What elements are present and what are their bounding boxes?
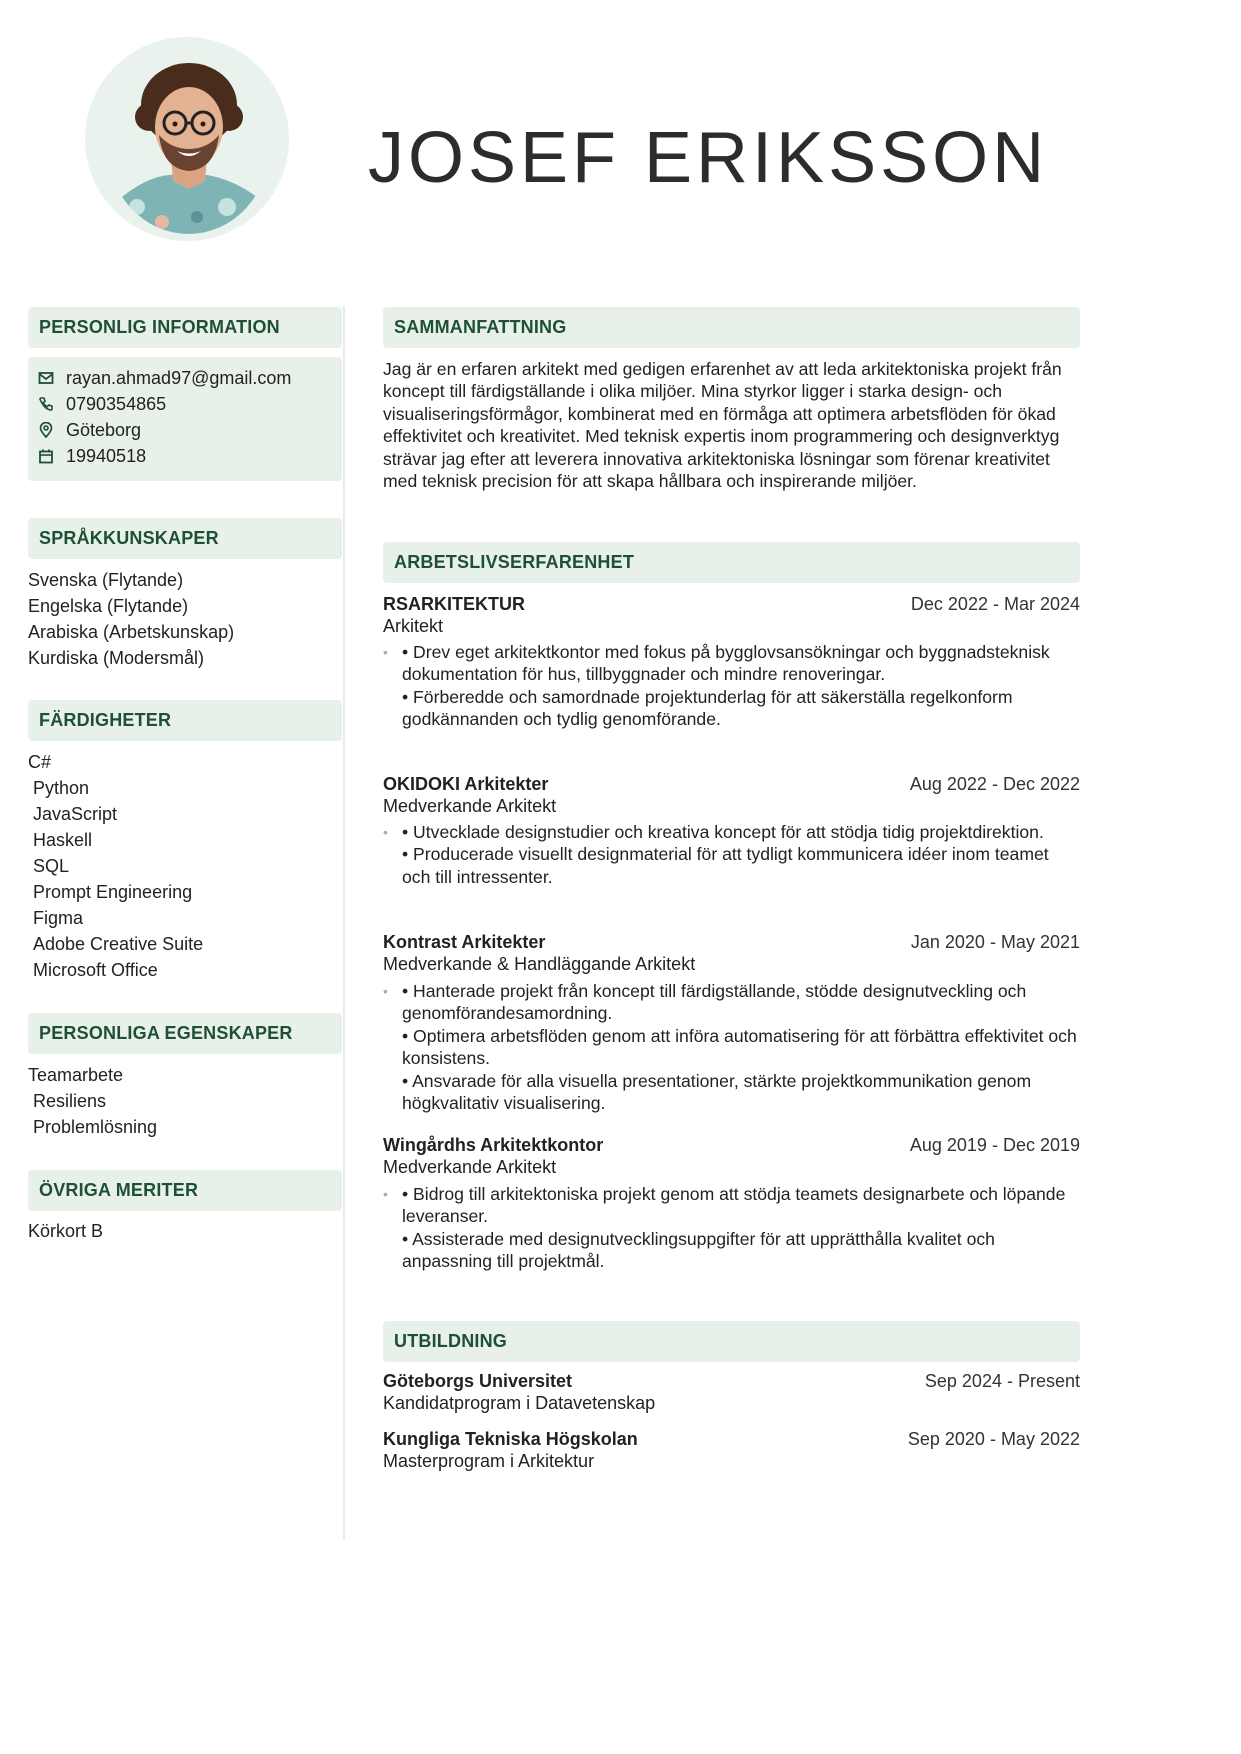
education-program: Kandidatprogram i Datavetenskap — [383, 1393, 656, 1413]
contact-email[interactable] — [38, 365, 291, 391]
job-header — [383, 930, 1080, 954]
job-role: Medverkande Arkitekt — [383, 796, 557, 816]
contact-box — [28, 357, 342, 481]
trait-item: Teamarbete — [28, 1065, 124, 1085]
skill-item: Microsoft Office — [33, 960, 158, 980]
language-item: Svenska (Flytande) — [28, 570, 184, 590]
section-heading-other: ÖVRIGA MERITER — [28, 1170, 342, 1211]
job-header — [383, 592, 1080, 616]
skill-item: Prompt Engineering — [33, 882, 193, 902]
skill-item: Haskell — [33, 830, 93, 850]
education-date: Sep 2024 - Present — [924, 1371, 1080, 1391]
job-company: OKIDOKI Arkitekter — [383, 774, 549, 794]
section-heading-summary: SAMMANFATTNING — [383, 307, 1080, 348]
avatar-photo — [107, 57, 270, 234]
skill-item: JavaScript — [33, 804, 118, 824]
education-school: Göteborgs Universitet — [383, 1371, 573, 1391]
job-bullets — [383, 1183, 1080, 1273]
job-bullet: • Hanterade projekt från koncept till färdigställande, stödde designutveckling och genomförandesamordning. — [402, 981, 1027, 1024]
job-bullet: • Drev eget arkitektkontor med fokus på bygglovsansökningar och byggnadsteknisk dokumentation för hus, tillbyggnader och mindre renoveringar. — [402, 642, 1050, 685]
job-date: Aug 2022 - Dec 2022 — [909, 774, 1080, 794]
contact-birth — [38, 443, 146, 469]
candidate-name: JOSEF ERIKSSON — [368, 118, 1049, 198]
job-bullet: • Producerade visuellt designmaterial för att tydligt kommunicera idéer inom teamet och till intressenter. — [402, 844, 1049, 887]
section-heading-languages: SPRÅKKUNSKAPER — [28, 518, 342, 559]
job-date: Aug 2019 - Dec 2019 — [909, 1135, 1080, 1155]
bullet-marker: • — [383, 983, 388, 999]
skill-item: Figma — [33, 908, 84, 928]
job-date: Dec 2022 - Mar 2024 — [910, 594, 1080, 614]
job-bullets — [383, 980, 1080, 1114]
skill-item: C# — [28, 752, 52, 772]
section-heading-education: UTBILDNING — [383, 1321, 1080, 1362]
section-heading-traits: PERSONLIGA EGENSKAPER — [28, 1013, 342, 1054]
job-company: Wingårdhs Arkitektkontor — [383, 1135, 604, 1155]
job-bullet: • Ansvarade för alla visuella presentationer, stärkte projektkommunikation genom högkvalitativ visualisering. — [402, 1070, 1032, 1114]
skill-item: SQL — [33, 856, 70, 876]
bullet-marker: • — [383, 1186, 388, 1202]
skill-item: Python — [33, 778, 90, 798]
skill-item: Adobe Creative Suite — [33, 934, 204, 954]
job-role: Medverkande & Handläggande Arkitekt — [383, 954, 696, 974]
birth-text: 19940518 — [66, 445, 147, 466]
job-role: Medverkande Arkitekt — [383, 1157, 557, 1177]
phone-text: 0790354865 — [66, 393, 167, 414]
education-header — [383, 1369, 1080, 1393]
job-header — [383, 772, 1080, 796]
column-divider — [343, 306, 345, 1540]
trait-item: Problemlösning — [33, 1117, 158, 1137]
location-text: Göteborg — [66, 419, 142, 440]
trait-item: Resiliens — [33, 1091, 107, 1111]
bullet-marker: • — [383, 824, 388, 840]
section-heading-skills: FÄRDIGHETER — [28, 700, 342, 741]
job-bullet: • Assisterade med designutvecklingsuppgifter för att upprätthålla kvalitet och anpassning till projektmål. — [402, 1228, 995, 1272]
language-item: Engelska (Flytande) — [28, 596, 189, 616]
job-bullets — [383, 641, 1080, 731]
summary-text: Jag är en erfaren arkitekt med gedigen erfarenhet av att leda arkitektoniska projekt från koncept till färdigställande i olika miljöer. Mina styrkor ligger i starka design- och visualiseringsförmågor, kombinerat med en förmåga att optimera arbetsflöden för ökad effektivitet och kreativitet. Med teknisk expertis inom programmering och designverktyg strävar jag efter att leverera innovativa arkitektoniska lösningar som förenar kreativitet med teknisk precision för att skapa hållbara och inspirerande miljöer. — [383, 359, 1062, 492]
merit-item: Körkort B — [28, 1221, 104, 1241]
education-header — [383, 1427, 1080, 1451]
education-program: Masterprogram i Arkitektur — [383, 1451, 595, 1471]
job-date: Jan 2020 - May 2021 — [910, 932, 1080, 952]
language-item: Kurdiska (Modersmål) — [28, 648, 205, 668]
job-role: Arkitekt — [383, 616, 444, 636]
section-heading-personal: PERSONLIG INFORMATION — [28, 307, 342, 348]
education-school: Kungliga Tekniska Högskolan — [383, 1429, 638, 1449]
job-bullet: • Förberedde och samordnade projektunderlag för att säkerställa regelkonform godkännanden och tydlig genomförande. — [402, 686, 1013, 730]
language-item: Arabiska (Arbetskunskap) — [28, 622, 235, 642]
job-bullet: • Optimera arbetsflöden genom att införa automatisering för att förbättra effektivitet och konsistens. — [402, 1025, 1077, 1069]
job-company: Kontrast Arkitekter — [383, 932, 546, 952]
section-heading-experience: ARBETSLIVSERFARENHET — [383, 542, 1080, 583]
job-header — [383, 1133, 1080, 1157]
education-date: Sep 2020 - May 2022 — [907, 1429, 1080, 1449]
job-bullets — [383, 821, 1080, 888]
job-company: RSARKITEKTUR — [383, 594, 525, 614]
phone-icon — [38, 396, 54, 412]
avatar — [107, 57, 270, 234]
mail-icon — [38, 370, 54, 386]
job-bullet: • Utvecklade designstudier och kreativa koncept för att stödja tidig projektdirektion. — [402, 822, 1044, 842]
contact-phone[interactable] — [38, 391, 166, 417]
job-bullet: • Bidrog till arkitektoniska projekt genom att stödja teamets designarbete och löpande leveranser. — [402, 1184, 1066, 1227]
bullet-marker: • — [383, 644, 388, 660]
location-pin-icon — [38, 422, 54, 438]
contact-location — [38, 417, 141, 443]
email-text: rayan.ahmad97@gmail.com — [66, 367, 292, 388]
calendar-icon — [38, 448, 54, 464]
